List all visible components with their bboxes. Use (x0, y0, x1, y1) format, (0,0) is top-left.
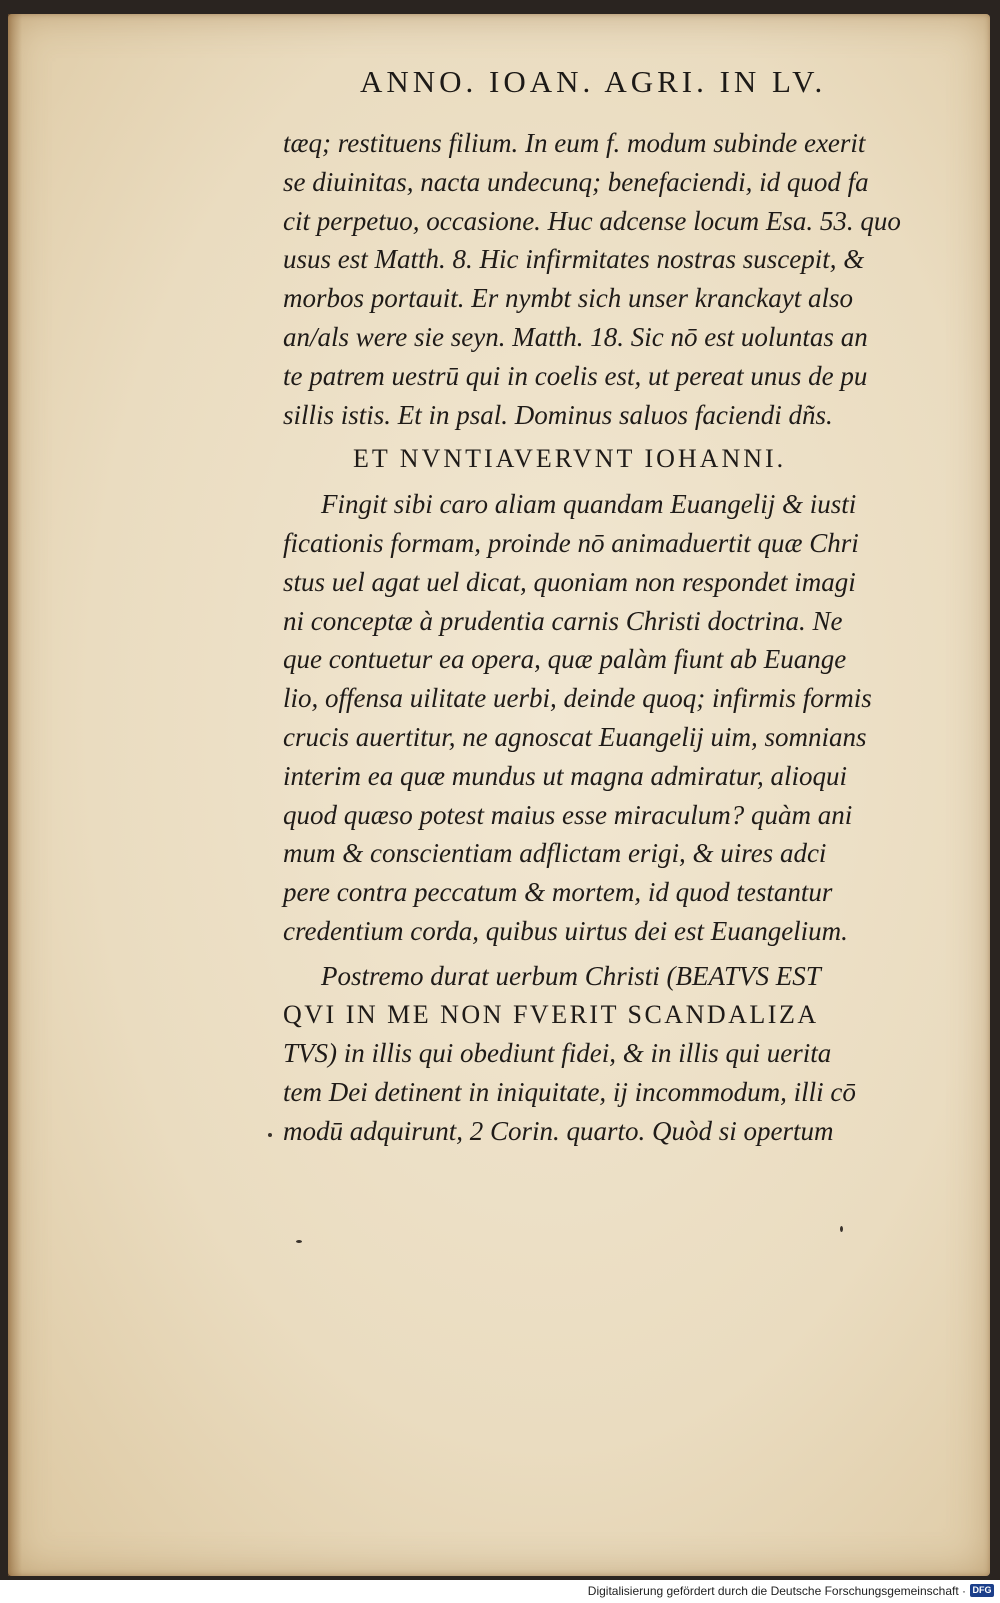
text-line: te patrem uestrū qui in coelis est, ut pereat unus de pu (283, 360, 868, 391)
text-line: tem Dei detinent in iniquitate, ij incommodum, illi cō (283, 1077, 856, 1108)
running-head: ANNO. IOAN. AGRI. IN LV. (360, 64, 827, 99)
text-line: ficationis formam, proinde nō animaduertit quæ Chri (283, 527, 859, 558)
text-line: tæq; restituens filium. In eum f. modum subinde exerit (283, 128, 866, 158)
text-line: que contuetur ea opera, quæ palàm fiunt ab Euange (283, 644, 847, 675)
page-gutter-shadow (8, 14, 22, 1576)
text-line: pere contra peccatum & mortem, id quod testantur (283, 877, 833, 908)
text-line: usus est Matth. 8. Hic infirmitates nostras suscepit, & (283, 244, 865, 275)
text-line: quod quæso potest maius esse miraculum? quàm ani (283, 799, 853, 830)
section-heading: ET NVNTIAVERVNT IOHANNI. (353, 444, 787, 474)
text-line: modū adquirunt, 2 Corin. quarto. Quòd si opertum (283, 1115, 834, 1146)
text-line: stus uel agat uel dicat, quoniam non respondet imagi (283, 566, 856, 597)
main-text (283, 124, 943, 1151)
text-line: morbos portauit. Er nymbt sich unser kranckayt also (283, 283, 853, 314)
ink-speck (840, 1226, 843, 1232)
text-line: Postremo durat uerbum Christi (BEATVS EST (321, 960, 821, 991)
text-line: TVS) in illis qui obediunt fidei, & in illis qui uerita (283, 1038, 832, 1069)
ink-speck (268, 1133, 272, 1137)
text-line: ni conceptæ à prudentia carnis Christi doctrina. Ne (283, 605, 843, 636)
text-line: Fingit sibi caro aliam quandam Euangelij & iusti (321, 489, 857, 520)
text-line: credentium corda, quibus uirtus dei est Euangelium. (283, 915, 848, 946)
text-line: interim ea quæ mundus ut magna admiratur, alioqui (283, 760, 848, 791)
text-line: sillis istis. Et in psal. Dominus saluos faciendi dñs. (283, 399, 833, 430)
text-line: crucis auertitur, ne agnoscat Euangelij uim, somnians (283, 721, 867, 752)
text-line: lio, offensa uilitate uerbi, deinde quoq; infirmis formis (283, 683, 872, 714)
ink-speck (296, 1240, 302, 1243)
dfg-logo: DFG (970, 1584, 994, 1597)
text-line: mum & conscientiam adflictam erigi, & uires adci (283, 838, 827, 869)
text-line: an/als were sie seyn. Matth. 18. Sic nō est uoluntas an (283, 321, 868, 352)
text-line-capitals: QVI IN ME NON FVERIT SCANDALIZA (283, 999, 819, 1029)
text-line: cit perpetuo, occasione. Huc adcense locum Esa. 53. quo (283, 205, 901, 236)
text-line: se diuinitas, nacta undecunq; benefaciendi, id quod fa (283, 166, 869, 197)
footer-credit: Digitalisierung gefördert durch die Deutsche Forschungsgemeinschaft · (587, 1584, 966, 1598)
